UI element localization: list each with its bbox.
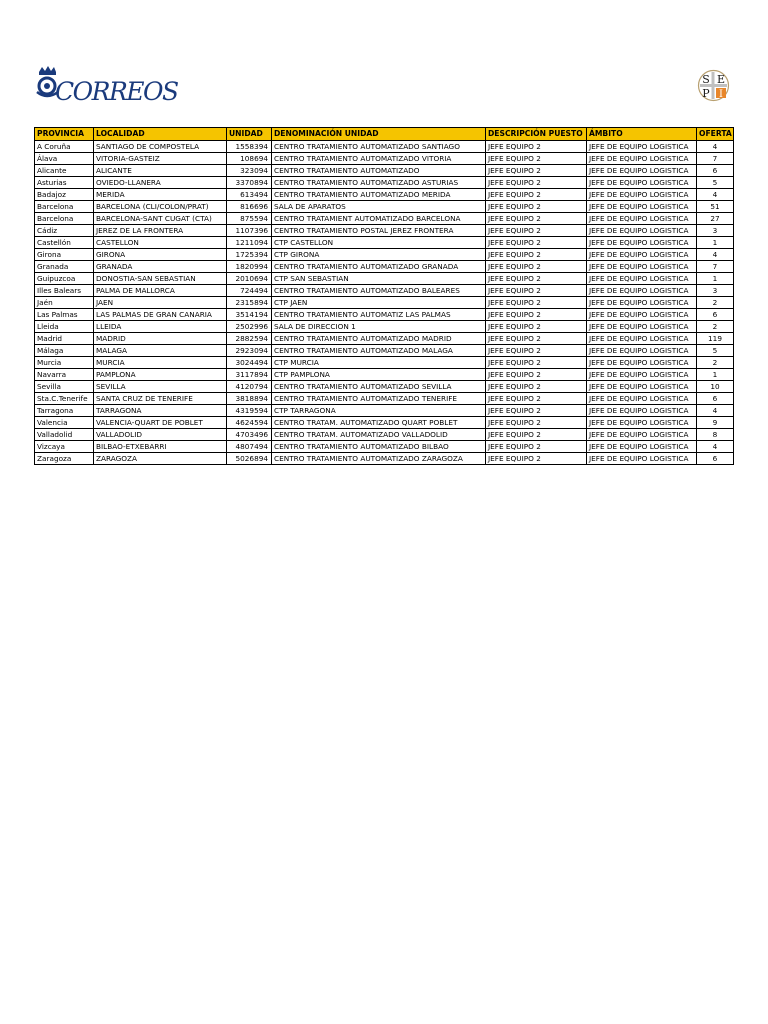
cell-provincia: Cádiz [35, 225, 94, 237]
cell-ambito: JEFE DE EQUIPO LOGISTICA [587, 357, 697, 369]
cell-unidad: 1211094 [227, 237, 272, 249]
cell-denominacion: CTP MURCIA [272, 357, 486, 369]
cell-descripcion: JEFE EQUIPO 2 [486, 237, 587, 249]
cell-oferta: 2 [697, 357, 734, 369]
cell-oferta: 4 [697, 405, 734, 417]
cell-ambito: JEFE DE EQUIPO LOGISTICA [587, 309, 697, 321]
cell-denominacion: CENTRO TRATAMIENTO AUTOMATIZADO MERIDA [272, 189, 486, 201]
cell-denominacion: CENTRO TRATAMIENT AUTOMATIZADO BARCELONA [272, 213, 486, 225]
cell-provincia: Asturias [35, 177, 94, 189]
cell-unidad: 3514194 [227, 309, 272, 321]
svg-text:I: I [719, 89, 723, 100]
cell-descripcion: JEFE EQUIPO 2 [486, 417, 587, 429]
cell-unidad: 2010694 [227, 273, 272, 285]
cell-localidad: SANTA CRUZ DE TENERIFE [94, 393, 227, 405]
cell-provincia: Castellón [35, 237, 94, 249]
cell-ambito: JEFE DE EQUIPO LOGISTICA [587, 333, 697, 345]
cell-provincia: Álava [35, 153, 94, 165]
cell-localidad: GIRONA [94, 249, 227, 261]
table-row [35, 177, 734, 189]
cell-localidad: CASTELLON [94, 237, 227, 249]
cell-localidad: DONOSTIA-SAN SEBASTIAN [94, 273, 227, 285]
table-body [35, 141, 734, 465]
cell-oferta: 9 [697, 417, 734, 429]
cell-denominacion: CENTRO TRATAMIENTO AUTOMATIZADO MADRID [272, 333, 486, 345]
cell-denominacion: CENTRO TRATAMIENTO AUTOMATIZADO TENERIFE [272, 393, 486, 405]
cell-oferta: 4 [697, 189, 734, 201]
table-row [35, 201, 734, 213]
cell-oferta: 119 [697, 333, 734, 345]
cell-ambito: JEFE DE EQUIPO LOGISTICA [587, 405, 697, 417]
cell-unidad: 3024494 [227, 357, 272, 369]
cell-provincia: Illes Balears [35, 285, 94, 297]
cell-descripcion: JEFE EQUIPO 2 [486, 177, 587, 189]
cell-oferta: 2 [697, 297, 734, 309]
cell-unidad: 2882594 [227, 333, 272, 345]
cell-descripcion: JEFE EQUIPO 2 [486, 225, 587, 237]
cell-provincia: Barcelona [35, 213, 94, 225]
cell-denominacion: CENTRO TRATAMIENTO AUTOMATIZADO GRANADA [272, 261, 486, 273]
table-row [35, 405, 734, 417]
cell-unidad: 2315894 [227, 297, 272, 309]
cell-unidad: 1725394 [227, 249, 272, 261]
cell-localidad: GRANADA [94, 261, 227, 273]
cell-ambito: JEFE DE EQUIPO LOGISTICA [587, 153, 697, 165]
correos-logo [34, 66, 178, 110]
cell-denominacion: SALA DE DIRECCION 1 [272, 321, 486, 333]
cell-denominacion: CENTRO TRATAMIENTO AUTOMATIZADO ASTURIAS [272, 177, 486, 189]
cell-localidad: JEREZ DE LA FRONTERA [94, 225, 227, 237]
cell-provincia: Zaragoza [35, 453, 94, 465]
cell-oferta: 4 [697, 141, 734, 153]
col-header-provincia: PROVINCIA [35, 128, 94, 141]
svg-text:P: P [702, 87, 710, 100]
cell-denominacion: CENTRO TRATAMIENTO AUTOMATIZADO ZARAGOZA [272, 453, 486, 465]
cell-localidad: ALICANTE [94, 165, 227, 177]
cell-provincia: A Coruña [35, 141, 94, 153]
cell-descripcion: JEFE EQUIPO 2 [486, 249, 587, 261]
cell-localidad: BARCELONA-SANT CUGAT (CTA) [94, 213, 227, 225]
cell-descripcion: JEFE EQUIPO 2 [486, 441, 587, 453]
cell-descripcion: JEFE EQUIPO 2 [486, 213, 587, 225]
cell-oferta: 4 [697, 249, 734, 261]
cell-denominacion: CENTRO TRATAMIENTO AUTOMATIZADO SANTIAGO [272, 141, 486, 153]
cell-oferta: 51 [697, 201, 734, 213]
cell-ambito: JEFE DE EQUIPO LOGISTICA [587, 189, 697, 201]
cell-oferta: 8 [697, 429, 734, 441]
table-row [35, 417, 734, 429]
cell-provincia: Lleida [35, 321, 94, 333]
cell-descripcion: JEFE EQUIPO 2 [486, 357, 587, 369]
cell-oferta: 7 [697, 261, 734, 273]
table-row [35, 261, 734, 273]
cell-denominacion: CTP CASTELLON [272, 237, 486, 249]
cell-provincia: Navarra [35, 369, 94, 381]
cell-denominacion: CENTRO TRATAMIENTO AUTOMATIZADO BALEARES [272, 285, 486, 297]
cell-unidad: 4703496 [227, 429, 272, 441]
cell-localidad: SANTIAGO DE COMPOSTELA [94, 141, 227, 153]
svg-text:S: S [702, 73, 710, 86]
cell-unidad: 3117894 [227, 369, 272, 381]
cell-localidad: VALENCIA-QUART DE POBLET [94, 417, 227, 429]
cell-provincia: Valladolid [35, 429, 94, 441]
cell-oferta: 2 [697, 321, 734, 333]
cell-localidad: PALMA DE MALLORCA [94, 285, 227, 297]
table-row [35, 141, 734, 153]
cell-localidad: OVIEDO-LLANERA [94, 177, 227, 189]
cell-denominacion: CENTRO TRATAMIENTO AUTOMATIZADO MALAGA [272, 345, 486, 357]
cell-ambito: JEFE DE EQUIPO LOGISTICA [587, 345, 697, 357]
cell-denominacion: CTP GIRONA [272, 249, 486, 261]
cell-unidad: 875594 [227, 213, 272, 225]
cell-ambito: JEFE DE EQUIPO LOGISTICA [587, 321, 697, 333]
table-row [35, 321, 734, 333]
table-row [35, 153, 734, 165]
cell-descripcion: JEFE EQUIPO 2 [486, 309, 587, 321]
table-row [35, 285, 734, 297]
table-row [35, 357, 734, 369]
cell-denominacion: CENTRO TRATAMIENTO POSTAL JEREZ FRONTERA [272, 225, 486, 237]
cell-descripcion: JEFE EQUIPO 2 [486, 333, 587, 345]
cell-provincia: Jaén [35, 297, 94, 309]
cell-unidad: 108694 [227, 153, 272, 165]
cell-provincia: Badajoz [35, 189, 94, 201]
cell-unidad: 3818894 [227, 393, 272, 405]
cell-descripcion: JEFE EQUIPO 2 [486, 429, 587, 441]
cell-localidad: JAEN [94, 297, 227, 309]
cell-unidad: 323094 [227, 165, 272, 177]
cell-localidad: MURCIA [94, 357, 227, 369]
cell-provincia: Granada [35, 261, 94, 273]
cell-localidad: TARRAGONA [94, 405, 227, 417]
cell-oferta: 6 [697, 165, 734, 177]
col-header-unidad: UNIDAD [227, 128, 272, 141]
table-row [35, 333, 734, 345]
cell-unidad: 613494 [227, 189, 272, 201]
cell-descripcion: JEFE EQUIPO 2 [486, 261, 587, 273]
col-header-ambito: ÁMBITO [587, 128, 697, 141]
table-row [35, 381, 734, 393]
cell-localidad: ZARAGOZA [94, 453, 227, 465]
table-row [35, 225, 734, 237]
cell-descripcion: JEFE EQUIPO 2 [486, 405, 587, 417]
cell-localidad: MADRID [94, 333, 227, 345]
table-row [35, 309, 734, 321]
cell-descripcion: JEFE EQUIPO 2 [486, 345, 587, 357]
cell-localidad: VITORIA-GASTEIZ [94, 153, 227, 165]
cell-provincia: Valencia [35, 417, 94, 429]
cell-localidad: MERIDA [94, 189, 227, 201]
cell-oferta: 3 [697, 225, 734, 237]
cell-denominacion: CTP SAN SEBASTIAN [272, 273, 486, 285]
cell-unidad: 1558394 [227, 141, 272, 153]
cell-denominacion: CENTRO TRATAMIENTO AUTOMATIZADO [272, 165, 486, 177]
cell-oferta: 27 [697, 213, 734, 225]
col-header-oferta: OFERTA [697, 128, 734, 141]
cell-descripcion: JEFE EQUIPO 2 [486, 393, 587, 405]
cell-descripcion: JEFE EQUIPO 2 [486, 165, 587, 177]
cell-descripcion: JEFE EQUIPO 2 [486, 369, 587, 381]
cell-unidad: 724494 [227, 285, 272, 297]
cell-unidad: 3370894 [227, 177, 272, 189]
cell-localidad: PAMPLONA [94, 369, 227, 381]
cell-unidad: 4120794 [227, 381, 272, 393]
cell-denominacion: CENTRO TRATAMIENTO AUTOMATIZADO BILBAO [272, 441, 486, 453]
cell-ambito: JEFE DE EQUIPO LOGISTICA [587, 453, 697, 465]
cell-ambito: JEFE DE EQUIPO LOGISTICA [587, 261, 697, 273]
cell-unidad: 5026894 [227, 453, 272, 465]
cell-localidad: BILBAO-ETXEBARRI [94, 441, 227, 453]
cell-ambito: JEFE DE EQUIPO LOGISTICA [587, 141, 697, 153]
cell-denominacion: CENTRO TRATAM. AUTOMATIZADO QUART POBLET [272, 417, 486, 429]
table-row [35, 441, 734, 453]
cell-denominacion: CENTRO TRATAMIENTO AUTOMATIZADO SEVILLA [272, 381, 486, 393]
cell-ambito: JEFE DE EQUIPO LOGISTICA [587, 381, 697, 393]
cell-descripcion: JEFE EQUIPO 2 [486, 201, 587, 213]
cell-provincia: Madrid [35, 333, 94, 345]
cell-ambito: JEFE DE EQUIPO LOGISTICA [587, 417, 697, 429]
cell-ambito: JEFE DE EQUIPO LOGISTICA [587, 213, 697, 225]
cell-ambito: JEFE DE EQUIPO LOGISTICA [587, 249, 697, 261]
cell-oferta: 6 [697, 453, 734, 465]
cell-oferta: 3 [697, 285, 734, 297]
cell-provincia: Sta.C.Tenerife [35, 393, 94, 405]
cell-unidad: 2502996 [227, 321, 272, 333]
cell-provincia: Girona [35, 249, 94, 261]
table-row [35, 249, 734, 261]
cell-oferta: 1 [697, 273, 734, 285]
cell-provincia: Vizcaya [35, 441, 94, 453]
cell-provincia: Las Palmas [35, 309, 94, 321]
cell-localidad: MALAGA [94, 345, 227, 357]
cell-ambito: JEFE DE EQUIPO LOGISTICA [587, 393, 697, 405]
cell-oferta: 10 [697, 381, 734, 393]
col-header-localidad: LOCALIDAD [94, 128, 227, 141]
cell-descripcion: JEFE EQUIPO 2 [486, 381, 587, 393]
sepi-emblem-icon [697, 69, 730, 102]
cell-localidad: LLEIDA [94, 321, 227, 333]
cell-provincia: Guipuzcoa [35, 273, 94, 285]
cell-ambito: JEFE DE EQUIPO LOGISTICA [587, 177, 697, 189]
cell-oferta: 6 [697, 393, 734, 405]
cell-descripcion: JEFE EQUIPO 2 [486, 453, 587, 465]
table-row [35, 165, 734, 177]
cell-ambito: JEFE DE EQUIPO LOGISTICA [587, 201, 697, 213]
cell-unidad: 2923094 [227, 345, 272, 357]
cell-provincia: Murcia [35, 357, 94, 369]
cell-ambito: JEFE DE EQUIPO LOGISTICA [587, 429, 697, 441]
table-row [35, 237, 734, 249]
cell-ambito: JEFE DE EQUIPO LOGISTICA [587, 441, 697, 453]
table-row [35, 213, 734, 225]
cell-provincia: Málaga [35, 345, 94, 357]
table-header-row [35, 128, 734, 141]
cell-localidad: SEVILLA [94, 381, 227, 393]
cell-ambito: JEFE DE EQUIPO LOGISTICA [587, 369, 697, 381]
cell-unidad: 1820994 [227, 261, 272, 273]
cell-oferta: 5 [697, 345, 734, 357]
cell-oferta: 5 [697, 177, 734, 189]
cell-ambito: JEFE DE EQUIPO LOGISTICA [587, 285, 697, 297]
cell-unidad: 816696 [227, 201, 272, 213]
cell-descripcion: JEFE EQUIPO 2 [486, 285, 587, 297]
cell-descripcion: JEFE EQUIPO 2 [486, 321, 587, 333]
cell-ambito: JEFE DE EQUIPO LOGISTICA [587, 273, 697, 285]
table-row [35, 369, 734, 381]
col-header-descripcion: DESCRIPCIÓN PUESTO [486, 128, 587, 141]
cell-denominacion: CENTRO TRATAM. AUTOMATIZADO VALLADOLID [272, 429, 486, 441]
cell-localidad: BARCELONA (CLI/COLON/PRAT) [94, 201, 227, 213]
offers-table [34, 127, 734, 465]
col-header-denominacion: DENOMINACIÓN UNIDAD [272, 128, 486, 141]
cell-denominacion: CENTRO TRATAMIENTO AUTOMATIZ LAS PALMAS [272, 309, 486, 321]
cell-ambito: JEFE DE EQUIPO LOGISTICA [587, 297, 697, 309]
cell-ambito: JEFE DE EQUIPO LOGISTICA [587, 165, 697, 177]
table-row [35, 393, 734, 405]
sepi-logo [697, 69, 730, 102]
cell-provincia: Alicante [35, 165, 94, 177]
cell-unidad: 4624594 [227, 417, 272, 429]
cell-provincia: Tarragona [35, 405, 94, 417]
cell-denominacion: CTP JAEN [272, 297, 486, 309]
cell-localidad: VALLADOLID [94, 429, 227, 441]
cell-unidad: 4807494 [227, 441, 272, 453]
cell-unidad: 4319594 [227, 405, 272, 417]
cell-oferta: 1 [697, 369, 734, 381]
table-row [35, 273, 734, 285]
cell-denominacion: CENTRO TRATAMIENTO AUTOMATIZADO VITORIA [272, 153, 486, 165]
table-row [35, 189, 734, 201]
cell-denominacion: SALA DE APARATOS [272, 201, 486, 213]
correos-wordmark: CORREOS [55, 77, 178, 106]
cell-oferta: 4 [697, 441, 734, 453]
cell-denominacion: CTP PAMPLONA [272, 369, 486, 381]
cell-descripcion: JEFE EQUIPO 2 [486, 189, 587, 201]
table-row [35, 345, 734, 357]
cell-descripcion: JEFE EQUIPO 2 [486, 141, 587, 153]
cell-descripcion: JEFE EQUIPO 2 [486, 153, 587, 165]
cell-oferta: 7 [697, 153, 734, 165]
cell-denominacion: CTP TARRAGONA [272, 405, 486, 417]
cell-provincia: Sevilla [35, 381, 94, 393]
cell-oferta: 1 [697, 237, 734, 249]
cell-descripcion: JEFE EQUIPO 2 [486, 273, 587, 285]
cell-oferta: 6 [697, 309, 734, 321]
table-row [35, 429, 734, 441]
table-row [35, 297, 734, 309]
cell-descripcion: JEFE EQUIPO 2 [486, 297, 587, 309]
cell-ambito: JEFE DE EQUIPO LOGISTICA [587, 225, 697, 237]
cell-ambito: JEFE DE EQUIPO LOGISTICA [587, 237, 697, 249]
table-row [35, 453, 734, 465]
cell-localidad: LAS PALMAS DE GRAN CANARIA [94, 309, 227, 321]
cell-provincia: Barcelona [35, 201, 94, 213]
svg-text:E: E [716, 73, 726, 86]
cell-unidad: 1107396 [227, 225, 272, 237]
